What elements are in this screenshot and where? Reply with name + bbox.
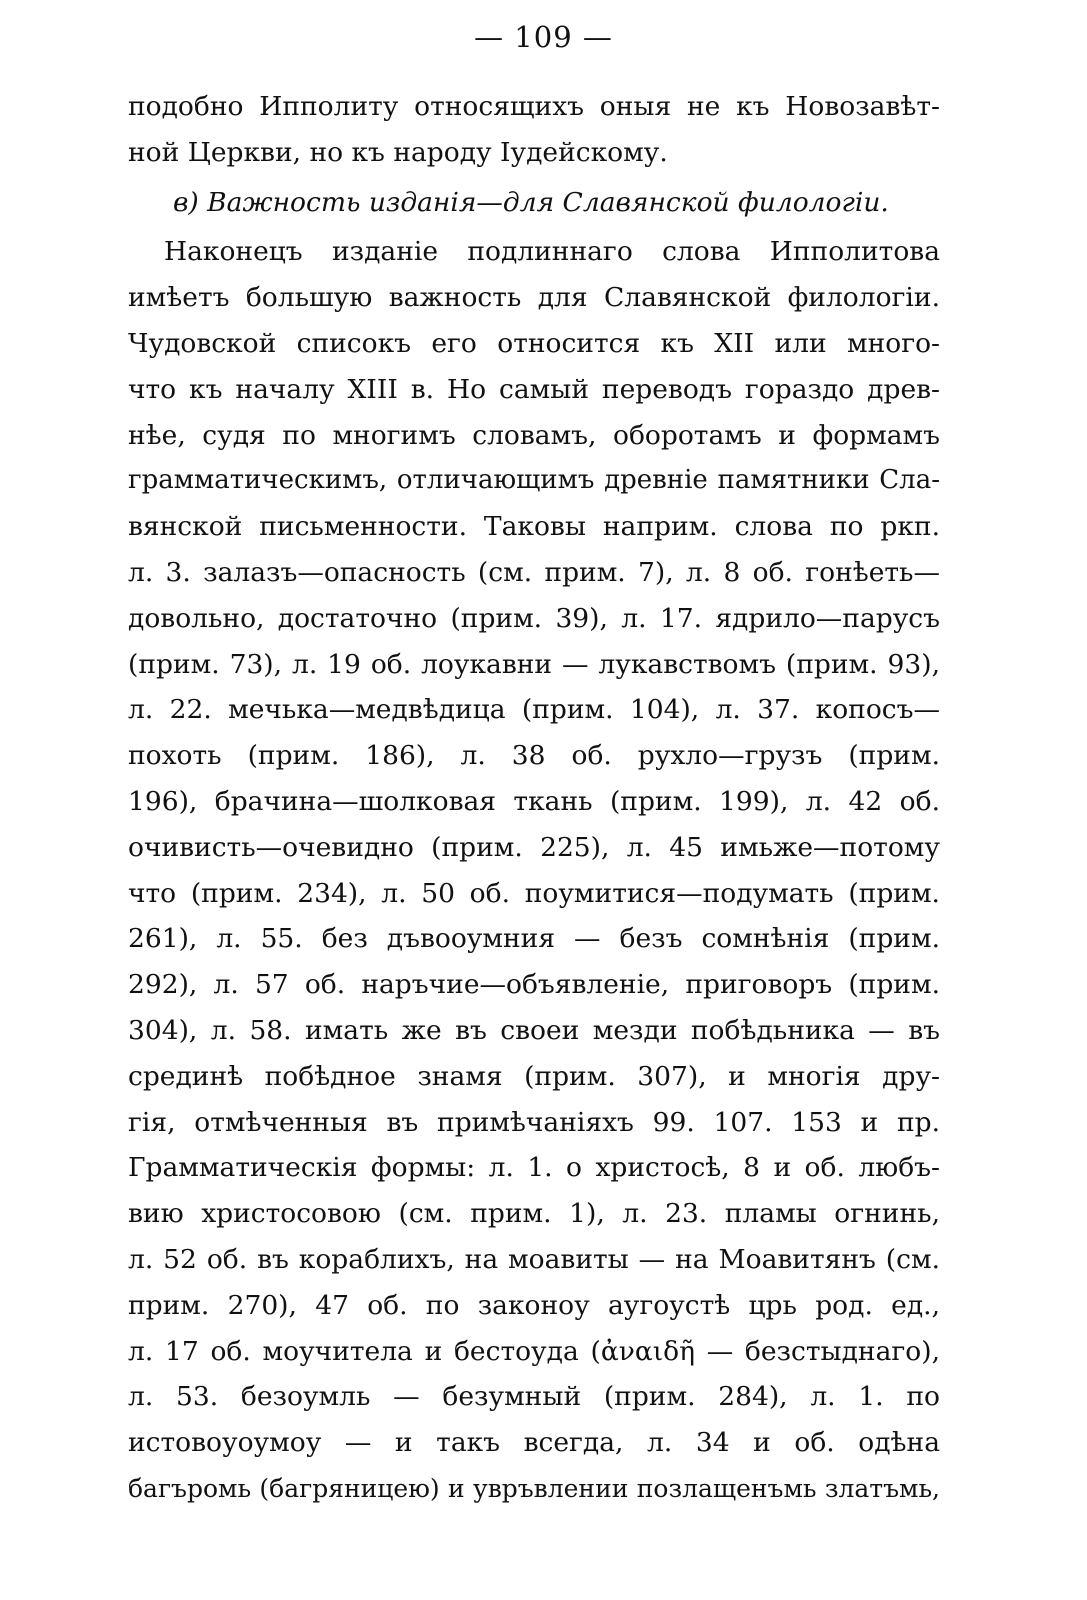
text-line: ной Церкви, но къ народу Іудейскому. [128, 136, 668, 168]
text-line: вянской письменности. Таковы наприм. слова по ркп. [128, 511, 940, 543]
text-line: л. 3. залазъ—опасность (см. прим. 7), л. 8 об. гонѣеть— [128, 556, 940, 588]
text-line: Наконецъ изданіе подлиннаго слова Ипполитова [164, 236, 940, 268]
body-text [128, 84, 940, 1512]
section-heading [128, 180, 940, 226]
text-line: л. 52 об. въ кораблихъ, на моавиты — на Моавитянъ (см. [128, 1243, 940, 1275]
text-line: довольно, достаточно (прим. 39), л. 17. ядрило—парусъ [128, 602, 940, 634]
text-line: л. 22. мечька—медвѣдица (прим. 104), л. 37. копосъ— [128, 694, 940, 726]
text-line: 261), л. 55. без дъвооумния — безъ сомнѣнія (прим. [128, 923, 940, 955]
text-line: истовоуоумоу — и такъ всегда, л. 34 и об. одѣна [128, 1427, 940, 1459]
section-heading-text: в) Важность изданія—для Славянской филологіи. [173, 186, 889, 218]
text-line: гія, отмѣченныя въ примѣчаніяхъ 99. 107. 153 и пр. [128, 1106, 940, 1138]
text-line: багъромь (багряницею) и увръвлении позлащенъмь златъмь, [128, 1473, 940, 1503]
text-line: очивисть—очевидно (прим. 225), л. 45 имьже—потому [128, 831, 940, 863]
text-line: вию христосовою (см. прим. 1), л. 23. пламы огнинь, [128, 1198, 940, 1230]
page-number: — 109 — [474, 20, 613, 54]
text-line: 292), л. 57 об. наръчие—объявленіе, приговоръ (прим. [128, 969, 940, 1001]
text-line: подобно Ипполиту относящихъ оныя не къ Новозавѣт- [128, 91, 940, 122]
text-line: что къ началу XIII в. Но самый переводъ гораздо древ- [128, 373, 940, 405]
text-line: грамматическимъ, отличающимъ древніе памятники Сла- [128, 465, 940, 496]
text-line: имѣетъ большую важность для Славянской филологіи. [128, 282, 940, 314]
text-line: что (прим. 234), л. 50 об. поумитися—подумать (прим. [128, 877, 940, 909]
text-line: нѣе, судя по многимъ словамъ, оборотамъ и формамъ [128, 419, 940, 451]
text-line: 304), л. 58. имать же въ своеи мезди побѣдьника — въ [128, 1014, 940, 1046]
text-line: похоть (прим. 186), л. 38 об. рухло—грузъ (прим. [128, 740, 940, 772]
text-line: 196), брачина—шолковая ткань (прим. 199), л. 42 об. [128, 785, 940, 817]
text-line: Чудовской списокъ его относится къ XII или много- [128, 327, 940, 359]
text-line: (прим. 73), л. 19 об. лоукавни — лукавствомъ (прим. 93), [128, 648, 940, 680]
text-line: л. 53. безоумль — безумный (прим. 284), л. 1. по [128, 1381, 940, 1413]
text-line: срединѣ побѣдное знамя (прим. 307), и многія дру- [128, 1060, 940, 1092]
text-line: л. 17 об. моучитела и бестоуда (ἀναιδῆ — безстыднаго), [128, 1335, 940, 1367]
text-line: прим. 270), 47 об. по законоу аугоустѣ црь род. ед., [128, 1289, 940, 1321]
text-line: Грамматическія формы: л. 1. о христосѣ, 8 и об. любъ- [128, 1152, 940, 1184]
